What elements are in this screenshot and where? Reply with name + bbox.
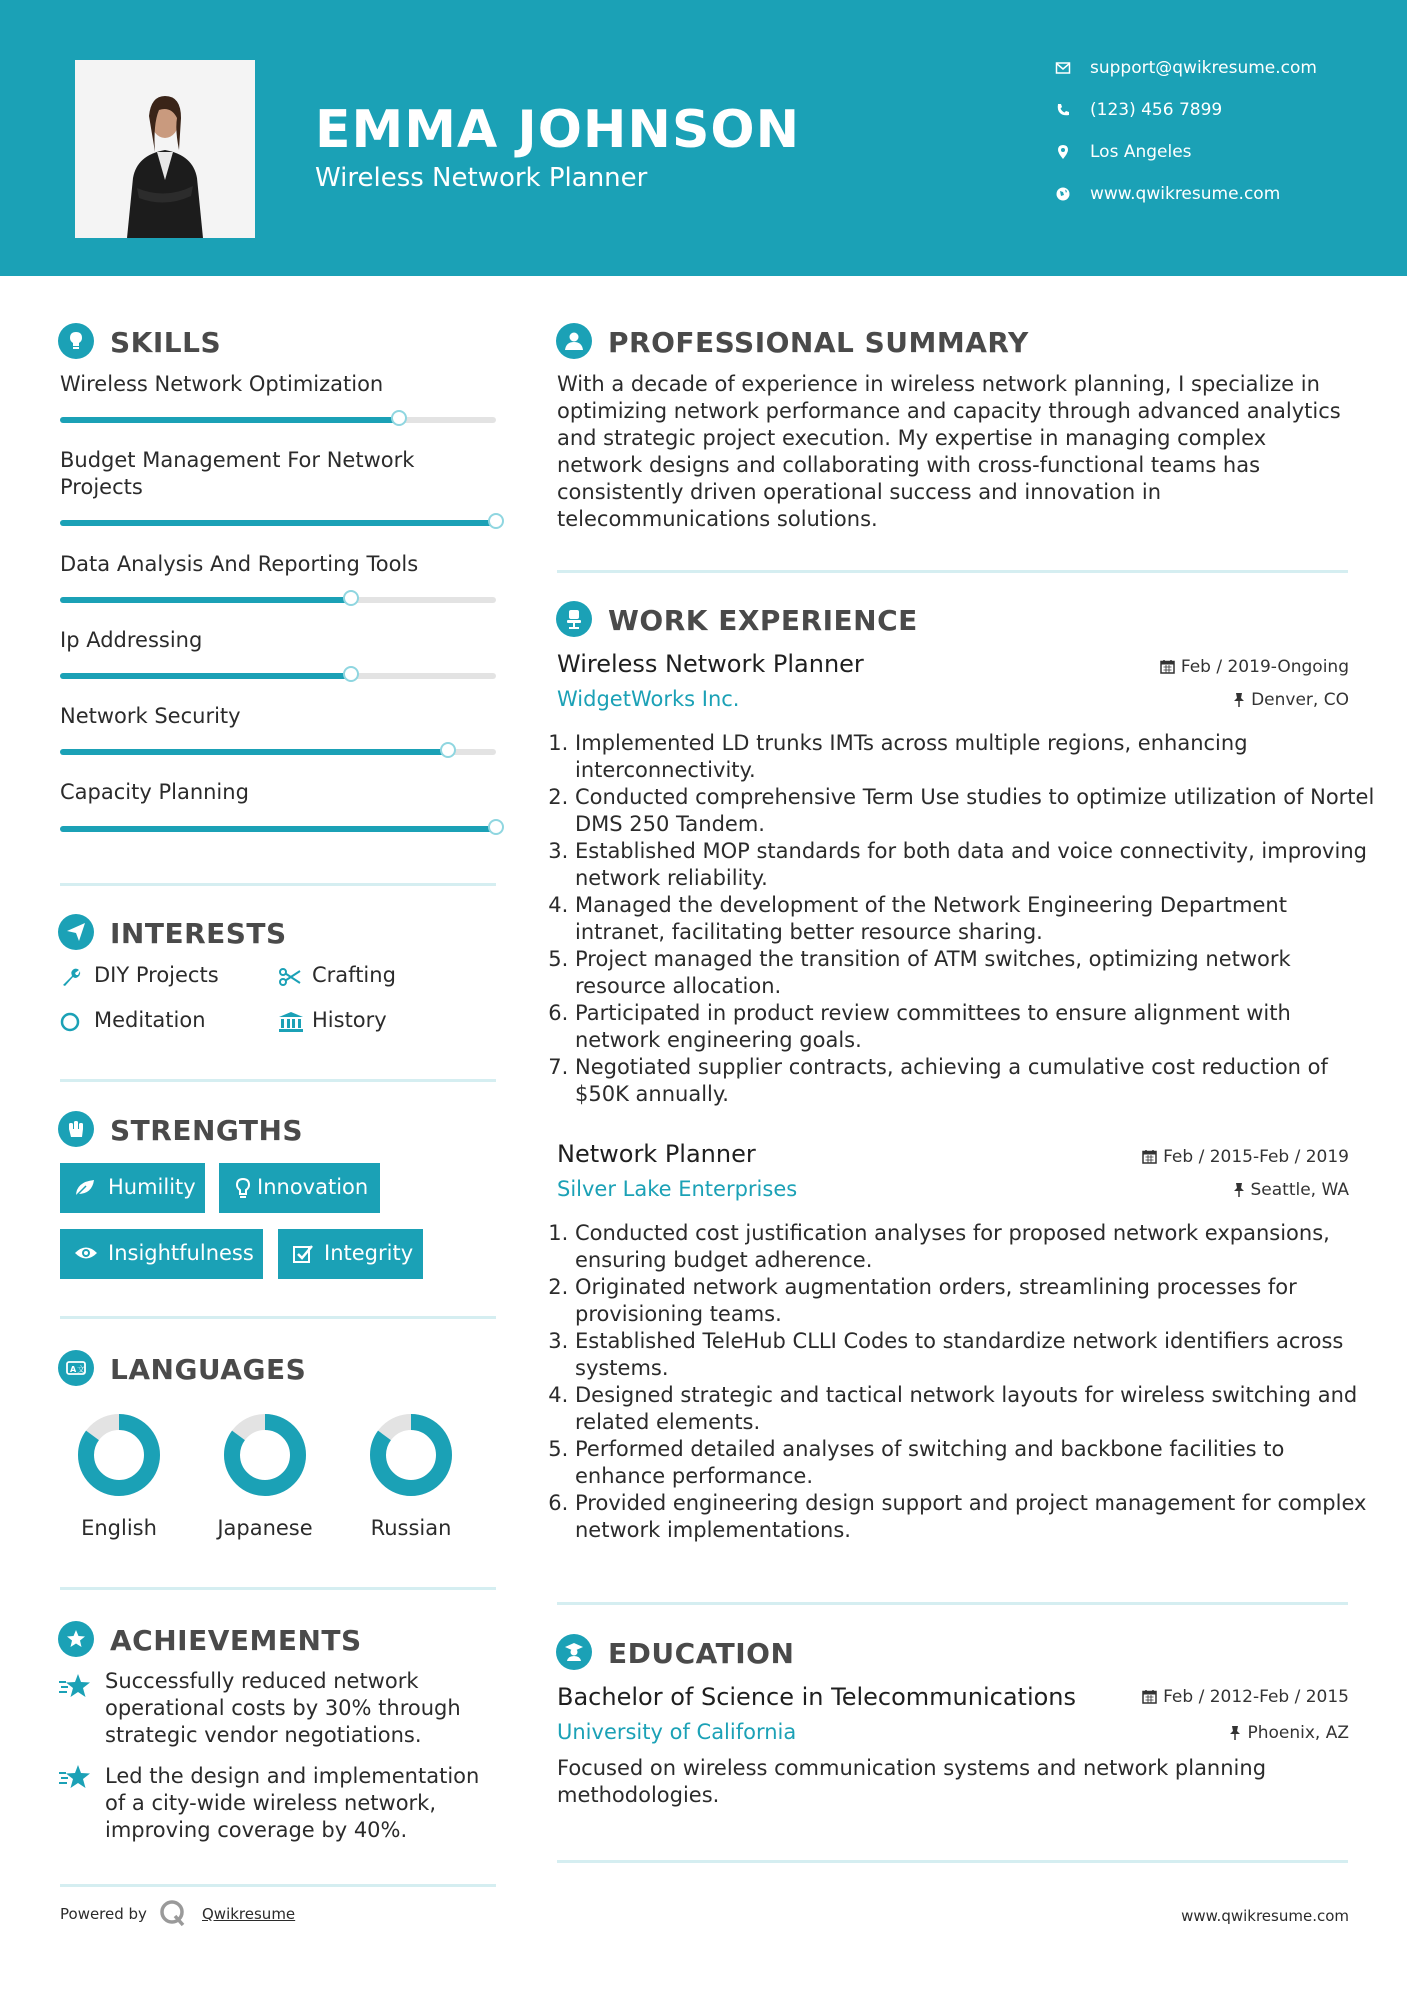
lightbulb-icon [66,331,86,351]
contact-email-text: support@qwikresume.com [1090,58,1317,78]
skill-bar [60,417,496,423]
job-bullet: 2. Conducted comprehensive Term Use studies to optimize utilization of Nortel DMS 250 Tandem. [575,784,1375,838]
language-donut [369,1413,453,1497]
star-badge-icon [66,1629,86,1649]
strength-label: Integrity [324,1241,414,1265]
office-chair-icon [564,609,584,629]
paper-plane-icon [66,922,86,942]
education-dates [1142,1687,1349,1707]
skill-bar [60,673,496,679]
skill-bar [60,520,496,526]
lightbulb-outline-icon [233,1178,253,1200]
contact-website-text: www.qwikresume.com [1090,184,1281,204]
achievement-item: Led the design and implementation of a city-wide wireless network, improving coverage by 40%. [105,1764,480,1842]
achievements-heading: ACHIEVEMENTS [110,1624,362,1657]
skill-bar-fill [60,597,351,603]
job-bullets [557,730,1375,1108]
interest-label: History [312,1008,387,1032]
language-donut [223,1413,307,1497]
interests-heading: INTERESTS [110,917,287,950]
strength-badge [60,1229,263,1279]
achievement-item: Successfully reduced network operational costs by 30% through strategic vendor negotiations. [105,1669,461,1747]
section-divider [60,1587,496,1590]
museum-icon [278,1011,304,1033]
job-bullet: 2. Originated network augmentation orders, streamlining processes for provisioning teams. [575,1274,1375,1328]
education-degree: Bachelor of Science in Telecommunications [557,1683,1077,1711]
strength-label: Humility [108,1175,196,1199]
languages-section-icon [58,1350,94,1386]
shooting-star-icon [58,1672,92,1700]
svg-text:A: A [70,1365,77,1374]
candidate-name: EMMA JOHNSON [315,100,801,160]
header-banner [0,0,1407,276]
globe-icon [1055,186,1071,202]
job-bullet: 1. Implemented LD trunks IMTs across multiple regions, enhancing interconnectivity. [575,730,1375,784]
job-dates [1160,657,1349,677]
summary-heading: PROFESSIONAL SUMMARY [608,326,1029,359]
education-location-text: Phoenix, AZ [1247,1723,1349,1743]
wrench-icon [60,966,82,988]
check-square-icon [292,1244,314,1264]
language-donut [77,1413,161,1497]
skill-name: Ip Addressing [60,628,203,652]
job-location-text: Seattle, WA [1250,1180,1349,1200]
skill-bar-knob [343,666,359,682]
skill-bar-knob [343,590,359,606]
job-dates-text: Feb / 2015-Feb / 2019 [1163,1147,1349,1167]
phone-icon [1055,102,1071,118]
language-label: Russian [370,1516,452,1540]
map-pin-icon [1055,144,1071,160]
strengths-heading: STRENGTHS [110,1114,304,1147]
section-divider [60,1884,496,1887]
skill-name: Capacity Planning [60,780,249,804]
skill-bar-knob [391,410,407,426]
interest-label: DIY Projects [94,963,219,987]
skill-bar [60,749,496,755]
job-dates-text: Feb / 2019-Ongoing [1180,657,1349,677]
calendar-icon [1142,1149,1157,1164]
language-label: English [81,1516,157,1540]
candidate-title: Wireless Network Planner [315,163,648,193]
section-divider [60,1316,496,1319]
qwikresume-link[interactable]: Qwikresume [202,1905,296,1923]
contact-phone-text: (123) 456 7899 [1090,100,1223,120]
skill-bar-fill [60,417,399,423]
summary-section-icon [556,323,592,359]
shooting-star-icon [58,1763,92,1791]
interest-label: Meditation [94,1008,206,1032]
job-bullet: 4. Managed the development of the Network Engineering Department intranet, facilitating better resource sharing. [575,892,1375,946]
experience-section-icon [556,601,592,637]
skill-bar [60,597,496,603]
job-bullet: 1. Conducted cost justification analyses for proposed network expansions, ensuring budget adherence. [575,1220,1375,1274]
svg-text:文: 文 [77,1365,85,1374]
skill-name: Wireless Network Optimization [60,372,384,396]
interests-section-icon [58,914,94,950]
graduate-icon [564,1642,584,1662]
job-bullet: 6. Provided engineering design support and project management for complex network implementations. [575,1490,1375,1544]
experience-heading: WORK EXPERIENCE [608,604,918,637]
job-location [1233,690,1349,710]
strength-badge [60,1163,205,1213]
calendar-icon [1160,659,1175,674]
skill-bar-fill [60,673,351,679]
eye-icon [74,1244,98,1262]
envelope-icon [1055,60,1071,76]
education-dates-text: Feb / 2012-Feb / 2015 [1163,1687,1349,1707]
job-location-text: Denver, CO [1251,690,1349,710]
summary-text: With a decade of experience in wireless network planning, I specialize in optimizing network performance and capacity through advanced analytics and strategic project execution. My expertise in managing complex network designs and collaborating with cross-functional teams has consistently driven operational success and innovation in telecommunications solutions. [557,372,1341,531]
strength-label: Innovation [257,1175,369,1199]
achievements-section-icon [58,1621,94,1657]
education-school: University of California [557,1720,797,1744]
skill-bar-knob [488,513,504,529]
education-section-icon [556,1634,592,1670]
job-role: Wireless Network Planner [557,650,864,678]
leaf-icon [74,1178,96,1198]
language-label: Japanese [217,1516,313,1540]
calendar-icon [1142,1689,1157,1704]
job-bullets [557,1220,1375,1544]
skills-heading: SKILLS [110,326,222,359]
job-location [1233,1180,1350,1200]
job-bullet: 4. Designed strategic and tactical network layouts for wireless switching and related elements. [575,1382,1375,1436]
skill-bar-knob [488,819,504,835]
section-divider [60,883,496,886]
section-divider [557,1602,1348,1605]
pushpin-icon [1233,1182,1245,1197]
strength-badge [278,1229,423,1279]
skill-bar-fill [60,520,496,526]
pushpin-icon [1229,1725,1241,1740]
strengths-section-icon [58,1111,94,1147]
job-dates [1142,1147,1349,1167]
job-bullet: 3. Established MOP standards for both data and voice connectivity, improving network reliability. [575,838,1375,892]
interest-label: Crafting [312,963,396,987]
job-company: WidgetWorks Inc. [557,687,740,711]
skill-bar [60,826,496,832]
skill-name: Data Analysis And Reporting Tools [60,552,419,576]
skill-bar-fill [60,749,448,755]
job-bullet: 6. Participated in product review committees to ensure alignment with network engineering goals. [575,1000,1375,1054]
skill-bar-fill [60,826,496,832]
translate-icon [66,1358,86,1378]
skill-name: Budget Management For Network Projects [60,448,415,499]
contact-location-text: Los Angeles [1090,142,1192,162]
scissors-icon [278,966,302,988]
strength-label: Insightfulness [108,1241,254,1265]
footer-website[interactable]: www.qwikresume.com [1181,1907,1349,1925]
section-divider [557,570,1348,573]
job-bullet: 5. Project managed the transition of ATM switches, optimizing network resource allocation. [575,946,1375,1000]
languages-heading: LANGUAGES [110,1353,307,1386]
skill-bar-knob [440,742,456,758]
skills-section-icon [58,323,94,359]
fist-icon [66,1119,86,1139]
powered-by-label: Powered by [60,1905,147,1923]
education-heading: EDUCATION [608,1637,795,1670]
job-company: Silver Lake Enterprises [557,1177,798,1201]
profile-photo [75,60,255,238]
circle-icon [60,1011,82,1033]
job-bullet: 3. Established TeleHub CLLI Codes to standardize network identifiers across systems. [575,1328,1375,1382]
qwikresume-logo-icon [158,1898,188,1928]
education-location [1229,1723,1349,1743]
strength-badge [219,1163,380,1213]
skill-name: Network Security [60,704,241,728]
section-divider [60,1079,496,1082]
user-icon [564,331,584,351]
job-role: Network Planner [557,1140,756,1168]
section-divider [557,1860,1348,1863]
pushpin-icon [1233,692,1245,707]
job-bullet: 7. Negotiated supplier contracts, achieving a cumulative cost reduction of $50K annually. [575,1054,1375,1108]
job-bullet: 5. Performed detailed analyses of switching and backbone facilities to enhance performance. [575,1436,1375,1490]
education-description: Focused on wireless communication systems and network planning methodologies. [557,1756,1267,1807]
